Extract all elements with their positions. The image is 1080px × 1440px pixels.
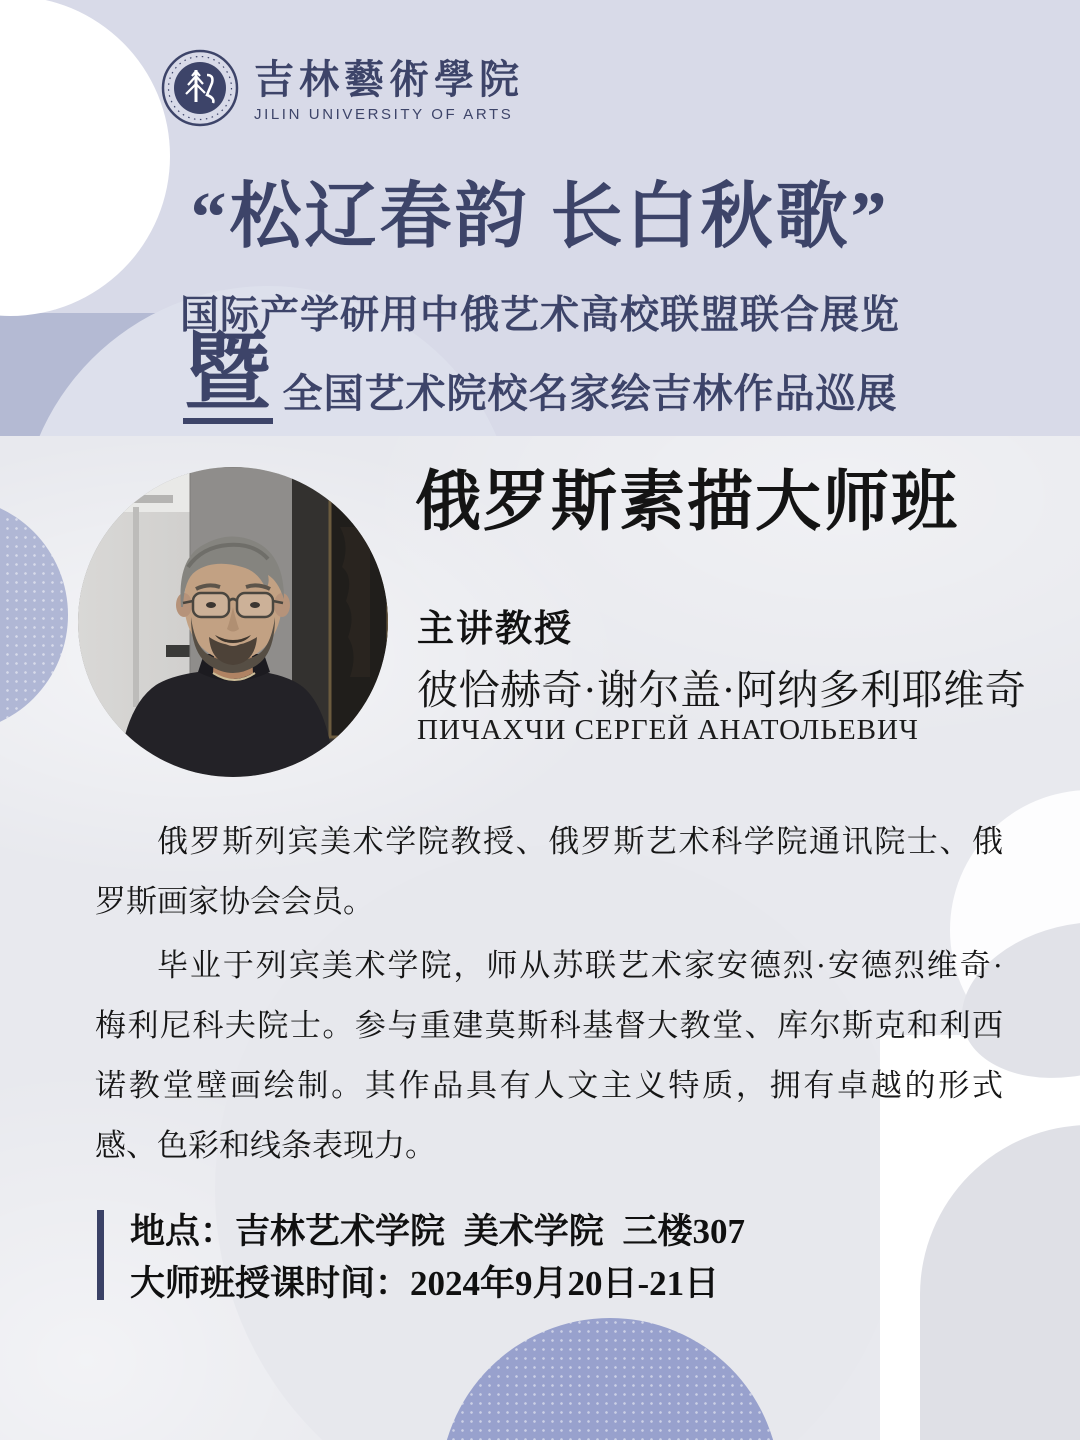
poster-subtitle-2 bbox=[0, 325, 1080, 424]
subtitle-prefix-character: 暨 bbox=[183, 330, 273, 424]
lecturer-portrait-photo bbox=[78, 467, 388, 777]
bio-text-line: 感、色彩和线条表现力。 bbox=[95, 1128, 436, 1163]
bio-paragraph-1 bbox=[95, 812, 1003, 932]
university-name-cn: 吉林藝術學院 bbox=[254, 57, 524, 102]
lecturer-label: 主讲教授 bbox=[417, 609, 573, 650]
lecturer-name-cn: 彼恰赫奇·谢尔盖·阿纳多利耶维奇 bbox=[417, 667, 1027, 713]
university-seal-icon bbox=[160, 48, 240, 133]
decor-white-circle-top-left bbox=[0, 0, 170, 316]
bio-text-line: 毕业于列宾美术学院，师从苏联艺术家安德烈·安德烈维奇· bbox=[157, 948, 1003, 983]
university-logo bbox=[160, 48, 524, 133]
university-name-en: JILIN UNIVERSITY OF ARTS bbox=[254, 106, 514, 123]
bio-paragraph-2 bbox=[95, 936, 1003, 1176]
event-location: 地点：吉林艺术学院 美术学院 三楼307 bbox=[130, 1212, 746, 1251]
lecturer-name-ru: ПИЧАХЧИ СЕРГЕЙ АНАТОЛЬЕВИЧ bbox=[417, 714, 919, 746]
bio-text-line: 俄罗斯列宾美术学院教授、俄罗斯艺术科学院通讯院士、俄 bbox=[157, 824, 1003, 859]
bio-text-line: 罗斯画家协会会员。 bbox=[95, 884, 374, 919]
event-details bbox=[130, 1206, 1030, 1310]
details-accent-bar bbox=[97, 1210, 104, 1300]
event-schedule: 大师班授课时间：2024年9月20日-21日 bbox=[130, 1264, 720, 1303]
masterclass-title: 俄罗斯素描大师班 bbox=[415, 466, 959, 539]
lecturer-biography bbox=[95, 812, 1003, 1176]
poster-subtitle-1: 国际产学研用中俄艺术高校联盟联合展览 bbox=[179, 294, 900, 337]
bio-text-line: 梅利尼科夫院士。参与重建莫斯科基督大教堂、库尔斯克和利西 bbox=[95, 1008, 1003, 1043]
poster-main-title: “松辽春韵 长白秋歌” bbox=[190, 177, 890, 257]
subtitle-2-text: 全国艺术院校名家绘吉林作品巡展 bbox=[282, 370, 898, 416]
bio-text-line: 诺教堂壁画绘制。其作品具有人文主义特质，拥有卓越的形式 bbox=[95, 1068, 1003, 1103]
